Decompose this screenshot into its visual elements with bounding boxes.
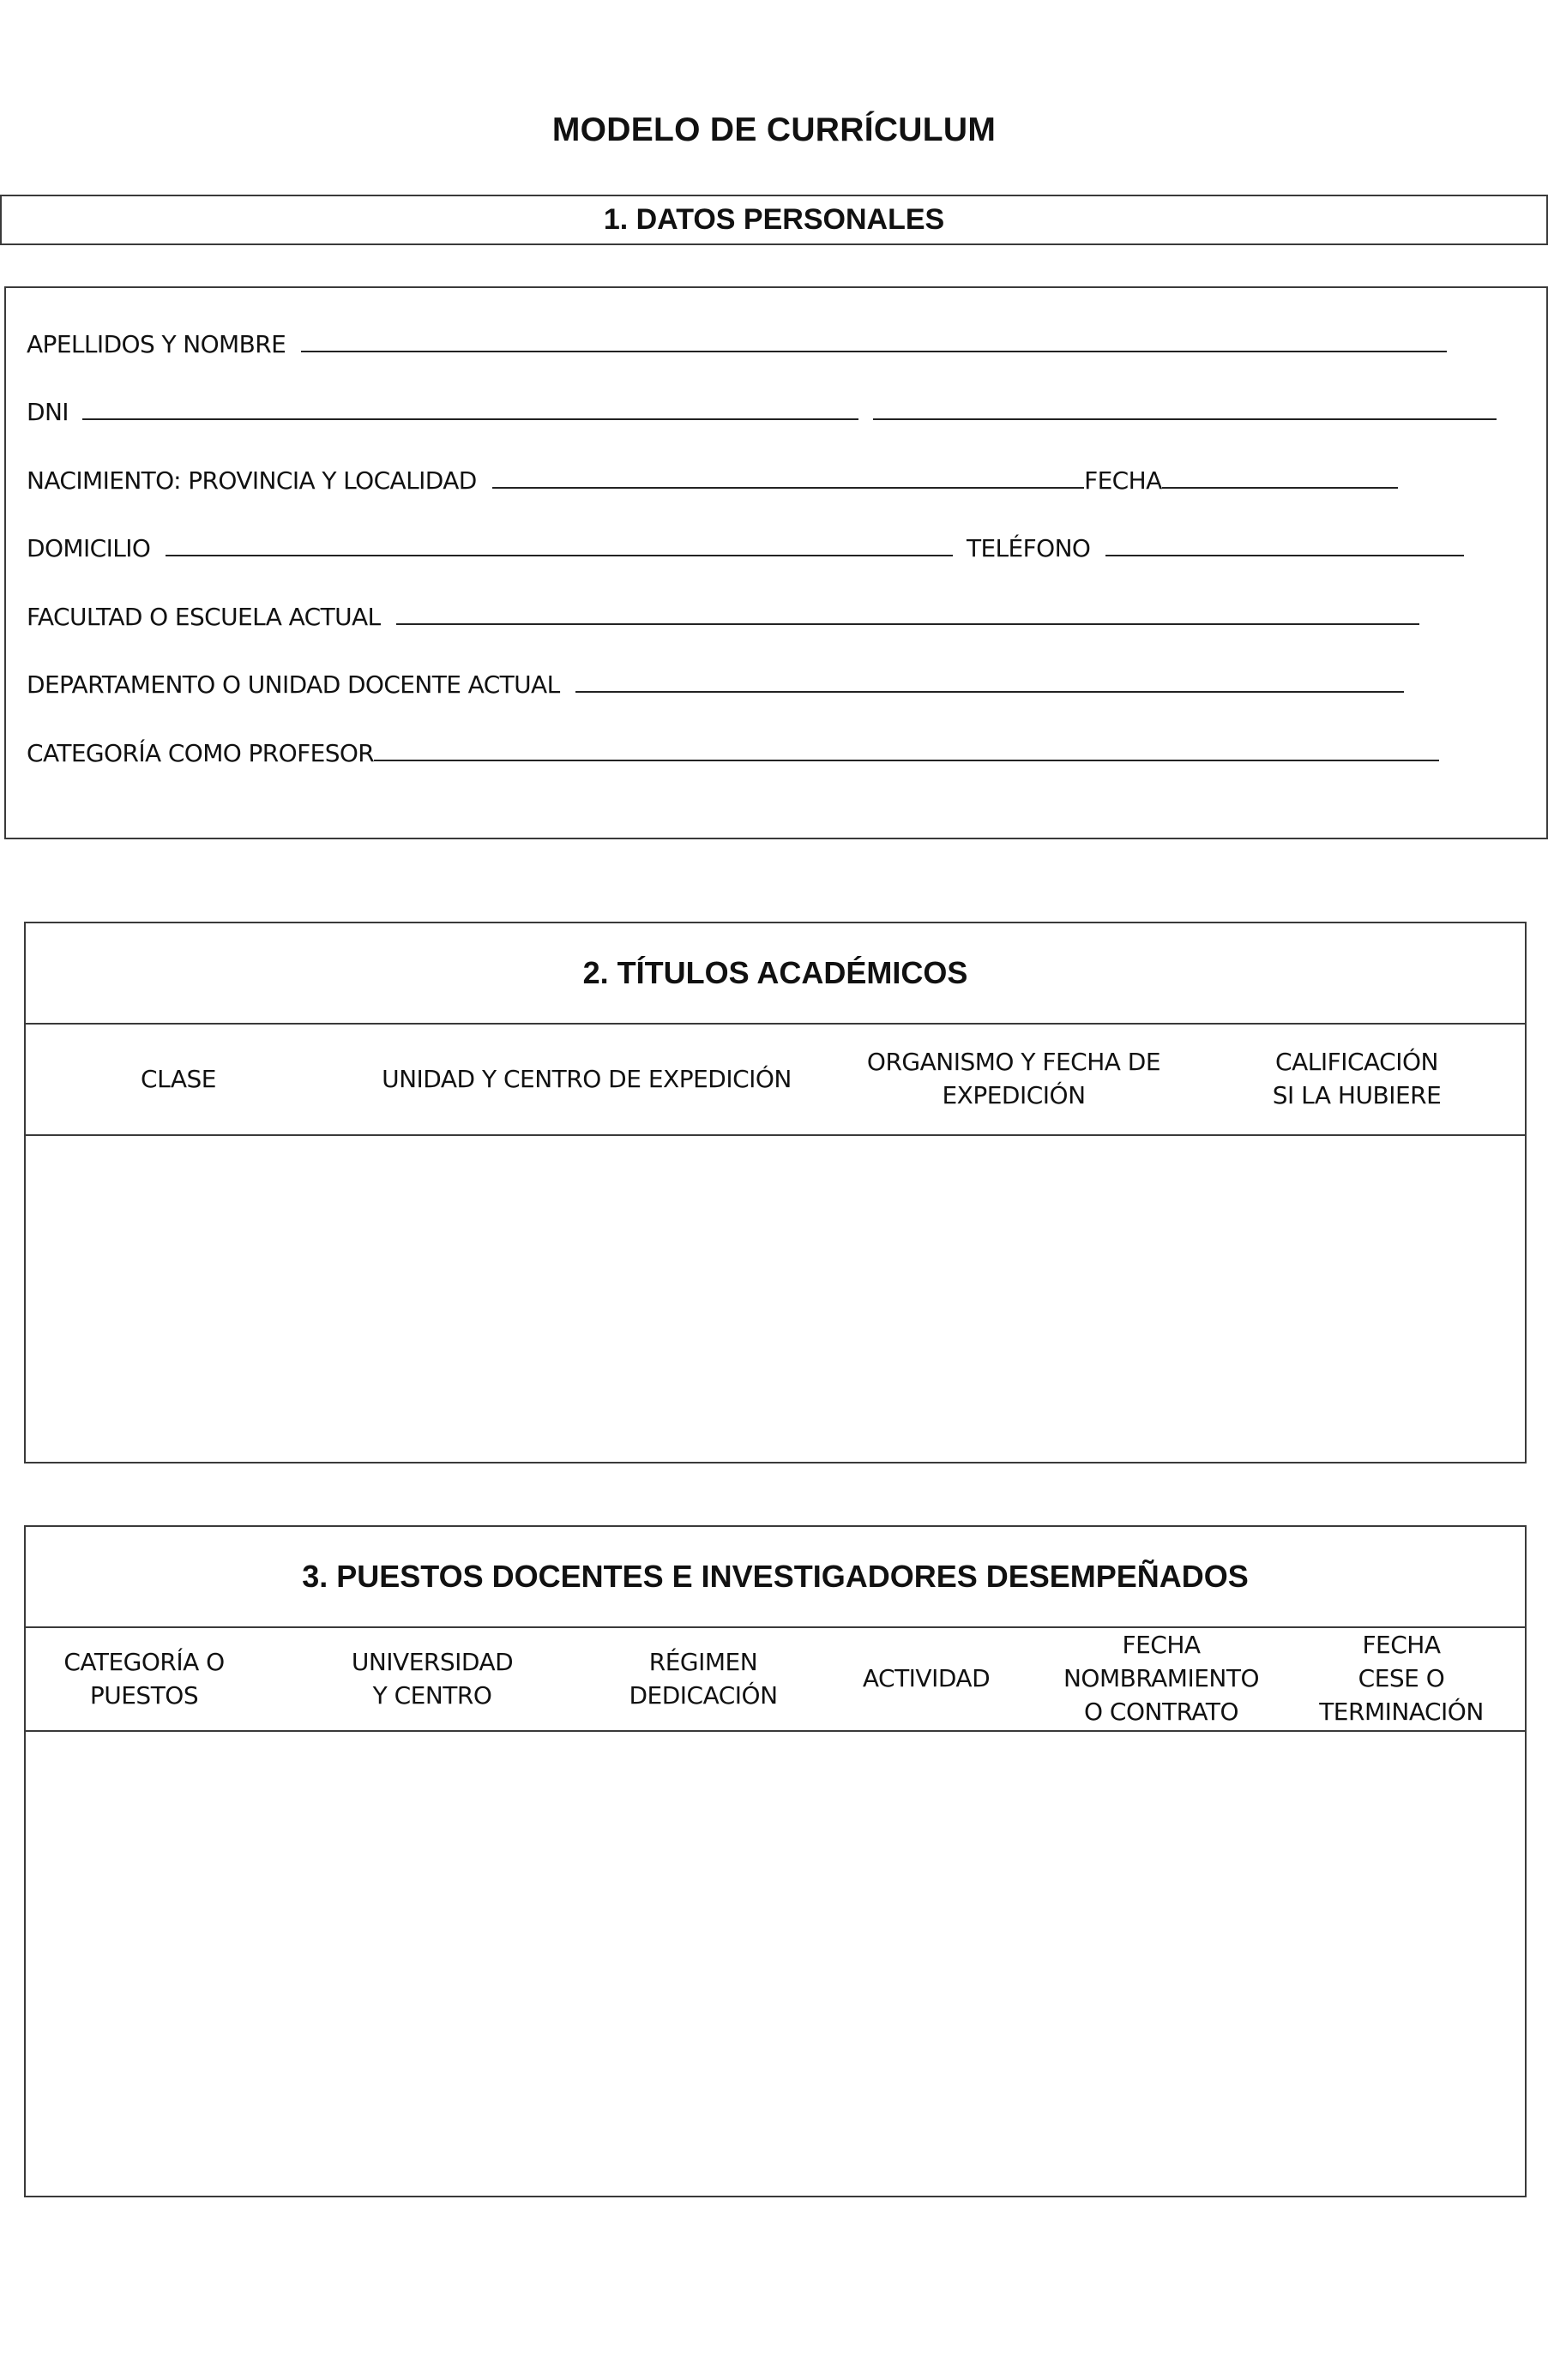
- section-1-heading: 1. DATOS PERSONALES: [603, 203, 945, 236]
- section-2-header: [26, 923, 1525, 1025]
- positions-entry-area[interactable]: [26, 1730, 1525, 2196]
- field-dni-row: [27, 396, 1497, 426]
- positions-table: [24, 1525, 1527, 2197]
- column-header-calificacion: CALIFICACIÓN SI LA HUBIERE: [1272, 1048, 1442, 1109]
- fecha-input-line[interactable]: [1162, 465, 1398, 489]
- section-1-header: [0, 195, 1548, 245]
- section-3-header: [26, 1527, 1525, 1628]
- document-title: MODELO DE CURRÍCULUM: [551, 111, 997, 148]
- domicilio-label: DOMICILIO: [27, 534, 151, 562]
- departamento-label: DEPARTAMENTO O UNIDAD DOCENTE ACTUAL: [27, 670, 560, 699]
- column-header-clase: CLASE: [141, 1064, 216, 1093]
- apellidos-input-line[interactable]: [301, 328, 1447, 352]
- positions-header-row: [26, 1626, 1525, 1732]
- telefono-input-line[interactable]: [1105, 532, 1464, 556]
- departamento-input-line[interactable]: [575, 669, 1404, 693]
- field-facultad-row: [27, 601, 1419, 631]
- categoria-input-line[interactable]: [374, 737, 1439, 761]
- column-header-unidad-centro: UNIDAD Y CENTRO DE EXPEDICIÓN: [382, 1064, 792, 1093]
- nacimiento-input-line[interactable]: [492, 465, 1084, 489]
- field-categoria-row: [27, 737, 1439, 767]
- column-header-fecha-nombramiento: FECHA NOMBRAMIENTO O CONTRATO: [1063, 1631, 1260, 1726]
- field-apellidos-row: [27, 328, 1447, 358]
- academic-titles-header-row: [26, 1023, 1525, 1136]
- facultad-input-line[interactable]: [396, 601, 1419, 625]
- facultad-label: FACULTAD O ESCUELA ACTUAL: [27, 603, 381, 631]
- academic-titles-table: [24, 922, 1527, 1463]
- apellidos-label: APELLIDOS Y NOMBRE: [27, 330, 286, 358]
- section-2-heading: 2. TÍTULOS ACADÉMICOS: [582, 955, 968, 990]
- personal-data-form: [4, 286, 1548, 839]
- domicilio-input-line[interactable]: [166, 532, 953, 556]
- telefono-label: TELÉFONO: [966, 534, 1091, 562]
- column-header-regimen-dedicacion: RÉGIMEN DEDICACIÓN: [629, 1647, 778, 1710]
- nacimiento-label: NACIMIENTO: PROVINCIA Y LOCALIDAD: [27, 466, 477, 495]
- section-3-heading: 3. PUESTOS DOCENTES E INVESTIGADORES DESEMPEÑADOS: [302, 1559, 1249, 1594]
- column-header-fecha-cese: FECHA CESE O TERMINACIÓN: [1319, 1631, 1484, 1726]
- field-nacimiento-row: [27, 465, 1398, 495]
- dni-extra-input-line[interactable]: [873, 396, 1497, 420]
- column-header-actividad: ACTIVIDAD: [862, 1664, 991, 1692]
- categoria-label: CATEGORÍA COMO PROFESOR: [27, 739, 375, 767]
- dni-input-line[interactable]: [82, 396, 858, 420]
- field-departamento-row: [27, 669, 1404, 699]
- column-header-universidad-centro: UNIVERSIDAD Y CENTRO: [351, 1647, 514, 1710]
- academic-titles-entry-area[interactable]: [26, 1134, 1525, 1462]
- column-header-categoria-puestos: CATEGORÍA O PUESTOS: [63, 1647, 225, 1710]
- column-header-organismo-fecha: ORGANISMO Y FECHA DE EXPEDICIÓN: [866, 1048, 1161, 1109]
- field-domicilio-row: [27, 532, 1464, 562]
- dni-label: DNI: [27, 398, 69, 426]
- fecha-label: FECHA: [1084, 466, 1162, 495]
